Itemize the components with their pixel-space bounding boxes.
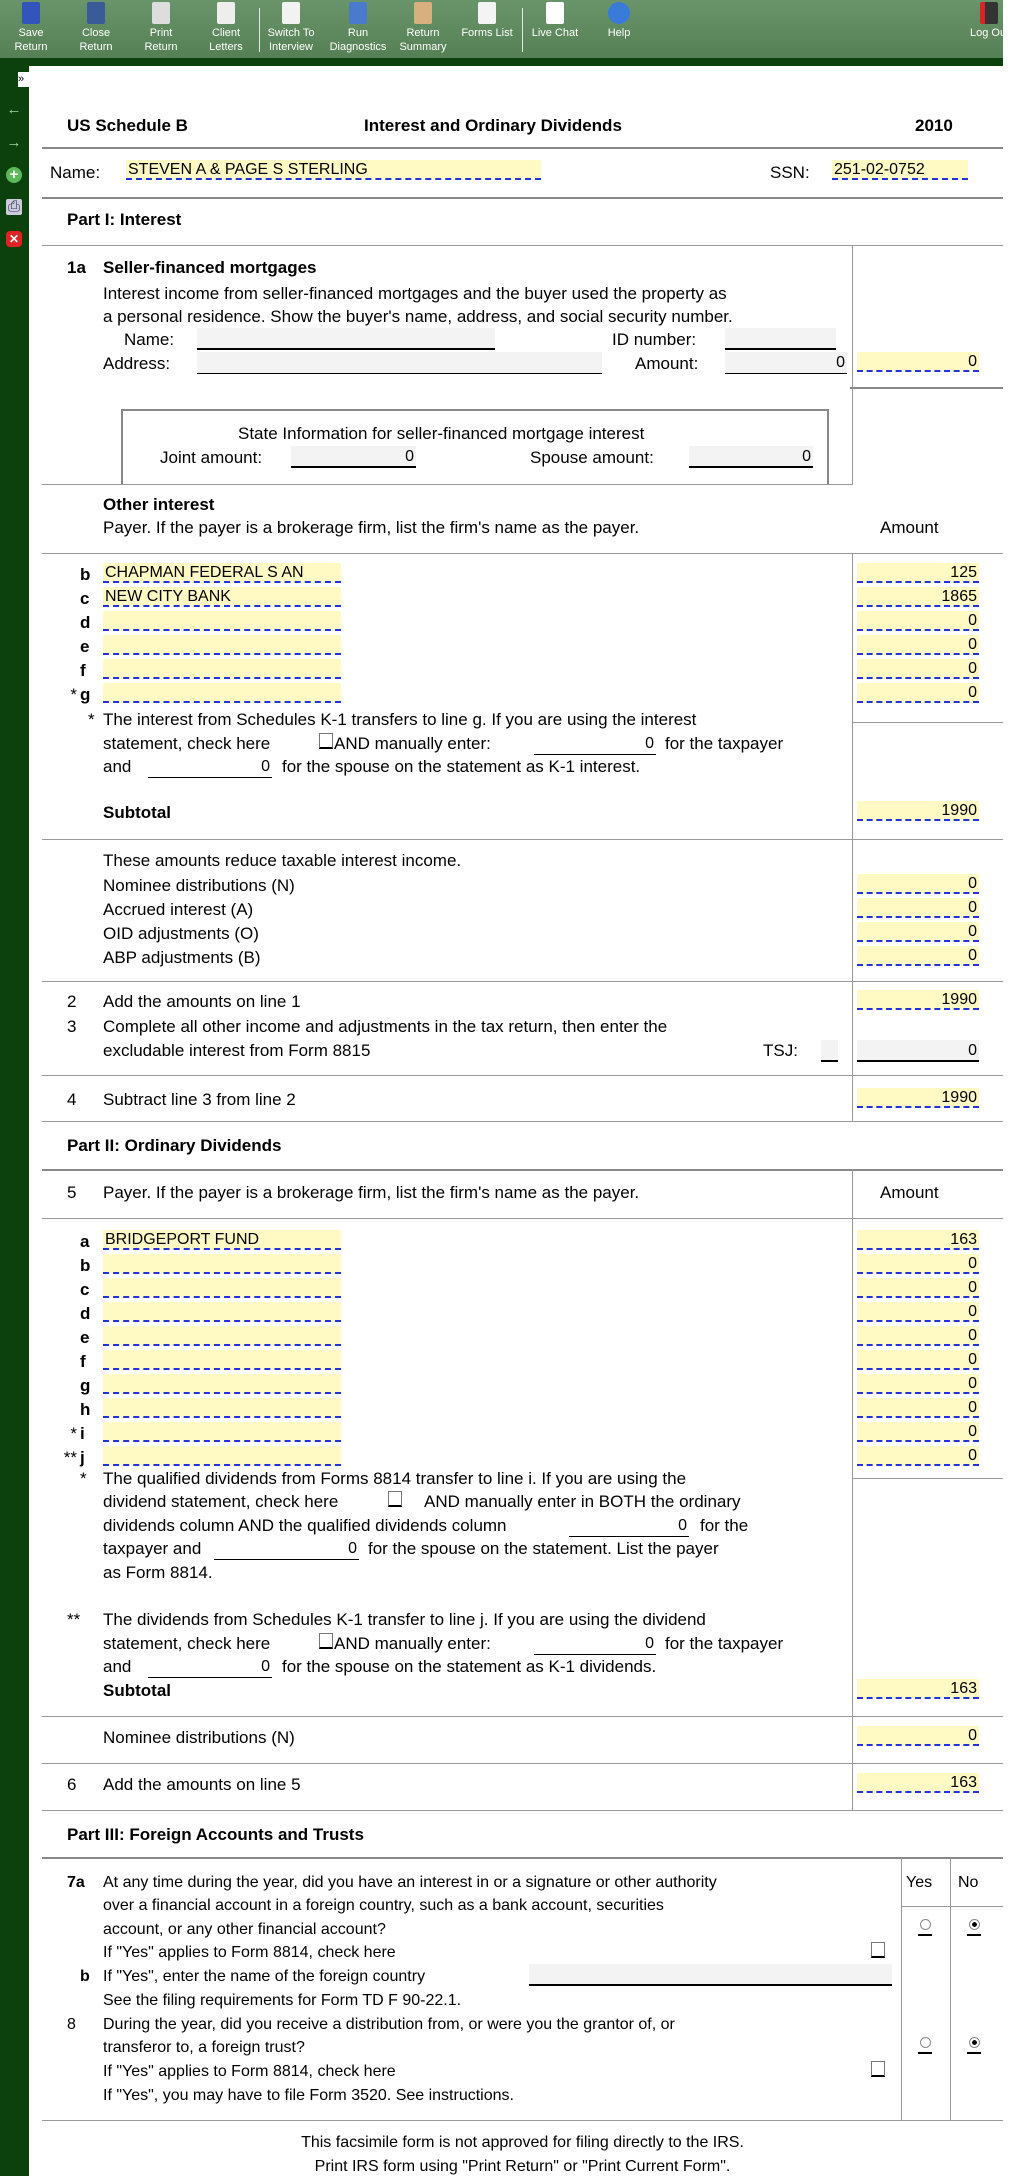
line-text: Complete all other income and adjustments in the tax return, then enter the — [103, 1017, 668, 1036]
divider — [42, 1218, 1003, 1219]
divider — [42, 2120, 1003, 2121]
return-button[interactable] — [391, 2, 455, 54]
toolbar-separator — [259, 8, 260, 52]
expand-panel-button[interactable]: » — [18, 72, 30, 87]
payer-name-field[interactable] — [103, 659, 341, 679]
note-text: for the spouse on the statement. List the payer — [368, 1539, 719, 1558]
add-icon[interactable]: + — [6, 167, 22, 183]
divider — [42, 1810, 1003, 1811]
payer-amount-field[interactable]: 0 — [857, 1446, 979, 1466]
line-4-amount[interactable]: 1990 — [857, 1088, 979, 1108]
question-text: If "Yes" applies to Form 8814, check here — [103, 2063, 396, 2080]
buyer-id-field[interactable] — [725, 328, 836, 350]
divider — [42, 553, 1003, 554]
payer-name-field[interactable] — [103, 1302, 341, 1322]
note-text: The qualified dividends from Forms 8814 transfer to line i. If you are using the — [103, 1469, 687, 1488]
column-divider — [901, 1858, 902, 2120]
section-heading: Seller-financed mortgages — [103, 258, 317, 277]
help-button[interactable] — [587, 2, 651, 40]
left-sidebar — [0, 58, 29, 2176]
line-letter: f — [80, 661, 86, 680]
toolbar-label: Switch To — [267, 27, 315, 39]
taxpayer-name-field[interactable]: STEVEN A & PAGE S STERLING — [126, 160, 541, 180]
payer-name-field[interactable] — [103, 1350, 341, 1370]
amount-column-header: Amount — [880, 518, 939, 537]
column-divider — [950, 1858, 951, 2120]
line-text: Subtract line 3 from line 2 — [103, 1090, 296, 1109]
payer-name-field[interactable] — [103, 1398, 341, 1418]
print-button[interactable] — [129, 2, 193, 54]
line-letter: h — [80, 1400, 91, 1419]
payer-amount-field[interactable]: 0 — [857, 1374, 979, 1394]
line-2-amount[interactable]: 1990 — [857, 990, 979, 1010]
dividend-statement-checkbox[interactable] — [388, 1491, 402, 1507]
toolbar-separator — [522, 8, 523, 52]
line-1a-amount[interactable]: 0 — [857, 352, 979, 372]
delete-icon[interactable]: ✕ — [6, 231, 22, 247]
reduction-amount-field[interactable]: 0 — [857, 898, 979, 918]
k1-dividends-checkbox[interactable] — [319, 1633, 333, 1649]
switch-to-button[interactable] — [259, 2, 323, 54]
note-text: as Form 8814. — [103, 1563, 213, 1582]
arrow-left-icon[interactable]: ← — [6, 101, 22, 118]
line-number: 1a — [67, 258, 86, 277]
run-button[interactable] — [326, 2, 390, 54]
ssn-field[interactable]: 251-02-0752 — [832, 160, 968, 180]
instruction-text: Interest income from seller-financed mortgages and the buyer used the property as — [103, 284, 727, 303]
save-button[interactable] — [0, 2, 63, 54]
divider — [42, 1121, 1003, 1122]
form-subtitle: Interest and Ordinary Dividends — [364, 116, 622, 135]
payer-amount-field[interactable]: 0 — [857, 1326, 979, 1346]
close-return-icon — [87, 2, 105, 24]
payer-amount-field[interactable]: 0 — [857, 635, 979, 655]
divider — [850, 387, 1003, 389]
line-number: 6 — [67, 1775, 77, 1794]
k1-interest-checkbox[interactable] — [319, 733, 333, 749]
part2-title: Part II: Ordinary Dividends — [67, 1136, 282, 1155]
line-letter: g — [80, 1376, 91, 1395]
note-text: The interest from Schedules K-1 transfers to line g. If you are using the interest — [103, 710, 697, 729]
line-number: 4 — [67, 1090, 77, 1109]
k1-dividends-spouse-field[interactable]: 0 — [148, 1656, 272, 1678]
instruction-text: These amounts reduce taxable interest income. — [103, 851, 462, 870]
live-chat-button[interactable] — [523, 2, 587, 40]
line-number: 5 — [67, 1183, 77, 1202]
divider — [42, 1075, 1003, 1076]
7a-form8814-checkbox[interactable] — [871, 1942, 885, 1958]
toolbar-label: Summary — [399, 41, 447, 53]
footer-print-note: Print IRS form using "Print Return" or "Print Current Form". — [314, 2158, 731, 2175]
help-icon — [608, 2, 630, 24]
payer-name-field[interactable] — [103, 1326, 341, 1346]
note-text: for the spouse on the statement as K-1 dividends. — [282, 1657, 657, 1676]
part3-title: Part III: Foreign Accounts and Trusts — [67, 1825, 364, 1844]
toolbar-label: Help — [607, 27, 631, 39]
k1-interest-taxpayer-field[interactable]: 0 — [534, 733, 656, 755]
line-letter: e — [80, 637, 90, 656]
interest-subtotal[interactable]: 1990 — [857, 801, 979, 821]
ssn-label: SSN: — [770, 163, 810, 182]
line-3-amount[interactable]: 0 — [857, 1040, 979, 1062]
question-text: If "Yes" applies to Form 8814, check here — [103, 1944, 396, 1961]
payer-amount-field[interactable]: 0 — [857, 659, 979, 679]
line-letter: a — [80, 1232, 90, 1251]
divider — [42, 197, 1003, 199]
divider — [42, 484, 852, 485]
forms-list-button[interactable] — [455, 2, 519, 40]
line-text: Add the amounts on line 1 — [103, 992, 301, 1011]
reduction-amount-field[interactable]: 0 — [857, 874, 979, 894]
instruction-text: Payer. If the payer is a brokerage firm, list the firm's name as the payer. — [103, 518, 640, 537]
payer-name-field[interactable] — [103, 1446, 341, 1466]
footnote-marker: * — [88, 710, 95, 729]
subtotal-label: Subtotal — [103, 803, 171, 822]
amount-column-header: Amount — [880, 1183, 939, 1202]
payer-name-field[interactable]: NEW CITY BANK — [103, 587, 341, 607]
question-text: At any time during the year, did you have an interest in or a signature or other authority — [103, 1874, 717, 1891]
payer-name-field[interactable] — [103, 1254, 341, 1274]
payer-name-field[interactable] — [103, 611, 341, 631]
column-divider — [852, 245, 853, 485]
line-letter: c — [80, 1280, 90, 1299]
footer-disclaimer: This facsimile form is not approved for filing directly to the IRS. — [301, 2134, 744, 2151]
divider — [42, 839, 1003, 840]
line-letter: e — [80, 1328, 90, 1347]
payer-amount-field[interactable]: 0 — [857, 1422, 979, 1442]
note-text: for the spouse on the statement as K-1 interest. — [282, 757, 641, 776]
divider — [901, 1906, 1003, 1907]
note-text: dividends column AND the qualified dividends column — [103, 1516, 507, 1535]
divider — [852, 722, 1003, 723]
divider — [852, 1478, 1003, 1479]
line-text: excludable interest from Form 8815 — [103, 1041, 371, 1060]
joint-amount-field[interactable]: 0 — [291, 446, 416, 468]
footnote-marker: ** — [63, 1448, 77, 1467]
qualified-dividends-field[interactable]: 0 — [569, 1515, 689, 1537]
reduction-amount-field[interactable]: 0 — [857, 922, 979, 942]
payer-name-field[interactable] — [103, 1374, 341, 1394]
joint-amount-label: Joint amount: — [160, 448, 263, 467]
address-label: Address: — [103, 354, 171, 373]
column-divider — [852, 553, 853, 1121]
subtotal-label: Subtotal — [103, 1681, 171, 1700]
payer-amount-field[interactable]: 0 — [857, 1350, 979, 1370]
tsj-label: TSJ: — [763, 1041, 798, 1060]
toolbar-label: Letters — [209, 41, 243, 53]
note-text: AND manually enter: — [334, 1634, 491, 1653]
question-text: If "Yes", enter the name of the foreign country — [103, 1968, 426, 1985]
id-number-label: ID number: — [612, 330, 697, 349]
tsj-field[interactable] — [821, 1040, 838, 1062]
7a-yes-radio[interactable] — [918, 1918, 932, 1936]
question-text: over a financial account in a foreign country, such as a bank account, securities — [103, 1897, 664, 1914]
footnote-marker: * — [70, 1424, 77, 1443]
line-letter: c — [80, 589, 90, 608]
toolbar-label: Return — [14, 41, 48, 53]
clipboard-icon — [414, 2, 432, 24]
reduction-label: ABP adjustments (B) — [103, 948, 261, 967]
note-text: for the taxpayer — [665, 1634, 784, 1653]
divider — [42, 147, 1003, 149]
toolbar-label: Live Chat — [531, 27, 579, 39]
divider — [42, 1716, 1003, 1717]
payer-amount-field[interactable]: 1865 — [857, 587, 979, 607]
line-number: 7a — [67, 1874, 85, 1891]
note-text: dividend statement, check here — [103, 1492, 339, 1511]
8-no-radio[interactable] — [967, 2036, 981, 2054]
toolbar-label: Print — [149, 27, 173, 39]
tax-year: 2010 — [915, 116, 953, 135]
form8814-taxpayer-field[interactable]: 0 — [214, 1538, 359, 1560]
toolbar-label: Client — [211, 27, 241, 39]
save-icon — [22, 2, 40, 24]
note-text: for the — [700, 1516, 749, 1535]
form-title: US Schedule B — [67, 116, 188, 135]
payer-name-field[interactable] — [103, 1278, 341, 1298]
reduction-label: OID adjustments (O) — [103, 924, 259, 943]
spouse-amount-field[interactable]: 0 — [689, 446, 813, 468]
footnote-marker: ** — [67, 1610, 81, 1629]
line-number: 8 — [67, 2016, 76, 2033]
payer-name-field[interactable] — [103, 635, 341, 655]
k1-dividends-taxpayer-field[interactable]: 0 — [534, 1633, 656, 1655]
payer-name-field[interactable]: BRIDGEPORT FUND — [103, 1230, 341, 1250]
part1-title: Part I: Interest — [67, 210, 182, 229]
toolbar-label: Run — [347, 27, 369, 39]
payer-amount-field[interactable]: 0 — [857, 1278, 979, 1298]
section-heading: Other interest — [103, 495, 215, 514]
line-number: 3 — [67, 1017, 77, 1036]
payer-amount-field[interactable]: 0 — [857, 1254, 979, 1274]
buyer-amount-field[interactable]: 0 — [725, 352, 847, 374]
note-text: and — [103, 757, 132, 776]
8-form8814-checkbox[interactable] — [871, 2061, 885, 2077]
dividend-nominee-amount[interactable]: 0 — [857, 1726, 979, 1746]
footnote-marker: * — [70, 685, 77, 704]
line-letter: g — [80, 685, 91, 704]
payer-amount-field[interactable]: 125 — [857, 563, 979, 583]
question-text: If "Yes", you may have to file Form 3520. See instructions. — [103, 2087, 514, 2104]
divider — [42, 1763, 1003, 1764]
buyer-name-field[interactable] — [197, 328, 495, 350]
divider — [42, 245, 1003, 246]
reduction-label: Nominee distributions (N) — [103, 876, 295, 895]
toolbar-label: Diagnostics — [329, 41, 387, 53]
payer-name-field[interactable] — [103, 1422, 341, 1442]
envelope-icon — [217, 2, 235, 24]
toolbar-label: Forms List — [461, 27, 513, 39]
line-number: 2 — [67, 992, 77, 1011]
note-text: AND manually enter in BOTH the ordinary — [424, 1492, 741, 1511]
toolbar — [0, 0, 1010, 58]
toolbar-label: Close — [81, 27, 111, 39]
amount-label: Amount: — [635, 354, 699, 373]
payer-amount-field[interactable]: 163 — [857, 1230, 979, 1250]
note-text: AND manually enter: — [334, 734, 491, 753]
line-text: Add the amounts on line 5 — [103, 1775, 301, 1794]
client-button[interactable] — [194, 2, 258, 54]
foreign-country-field[interactable] — [529, 1964, 892, 1986]
name-label: Name: — [50, 163, 101, 182]
line-letter: b — [80, 1256, 91, 1275]
toolbar-label: Interview — [268, 41, 314, 53]
arrow-right-icon[interactable]: → — [6, 134, 22, 151]
question-text: account, or any other financial account? — [103, 1921, 386, 1938]
nominee-label: Nominee distributions (N) — [103, 1728, 295, 1747]
question-text: transferor to, a foreign trust? — [103, 2039, 305, 2056]
8-yes-radio[interactable] — [918, 2036, 932, 2054]
question-text: During the year, did you receive a distribution from, or were you the grantor of, or — [103, 2016, 675, 2033]
no-column-header: No — [958, 1874, 979, 1891]
chat-icon — [546, 2, 564, 24]
note-text: taxpayer and — [103, 1539, 202, 1558]
yes-column-header: Yes — [906, 1874, 933, 1891]
divider — [42, 981, 1003, 982]
printer-icon[interactable]: ⎙ — [7, 198, 20, 215]
line-letter: d — [80, 613, 91, 632]
line-letter: f — [80, 1352, 86, 1371]
document-list-icon — [478, 2, 496, 24]
line-text: Payer. If the payer is a brokerage firm, list the firm's name as the payer. — [103, 1183, 640, 1202]
divider — [42, 1857, 1003, 1859]
toolbar-label: Save — [18, 27, 44, 39]
note-text: statement, check here — [103, 1634, 271, 1653]
note-text: statement, check here — [103, 734, 271, 753]
interview-icon — [282, 2, 300, 24]
toolbar-border — [0, 58, 1003, 66]
divider — [42, 1169, 1003, 1171]
dividends-subtotal[interactable]: 163 — [857, 1679, 979, 1699]
toolbar-label: Return — [79, 41, 113, 53]
payer-amount-field[interactable]: 0 — [857, 683, 979, 703]
toolbar-label: Return — [144, 41, 178, 53]
note-text: for the taxpayer — [665, 734, 784, 753]
line-letter: d — [80, 1304, 91, 1323]
payer-amount-field[interactable]: 0 — [857, 1302, 979, 1322]
spouse-amount-label: Spouse amount: — [530, 448, 654, 467]
buyer-name-label: Name: — [124, 330, 175, 349]
reduction-amount-field[interactable]: 0 — [857, 946, 979, 966]
close-button[interactable] — [64, 2, 128, 54]
state-info-title: State Information for seller-financed mortgage interest — [238, 424, 645, 443]
line-letter: i — [80, 1424, 85, 1443]
line-letter: b — [80, 565, 91, 584]
question-text: See the filing requirements for Form TD F 90-22.1. — [103, 1992, 462, 2009]
payer-amount-field[interactable]: 0 — [857, 611, 979, 631]
7a-no-radio[interactable] — [967, 1918, 981, 1936]
line-6-amount[interactable]: 163 — [857, 1773, 979, 1793]
column-divider — [852, 1169, 853, 1810]
payer-name-field[interactable]: CHAPMAN FEDERAL S AN — [103, 563, 341, 583]
buyer-address-field[interactable] — [197, 352, 602, 374]
note-text: and — [103, 1657, 132, 1676]
toolbar-label: Return — [406, 27, 440, 39]
payer-name-field[interactable] — [103, 683, 341, 703]
instruction-text: a personal residence. Show the buyer's name, address, and social security number. — [103, 307, 733, 326]
payer-amount-field[interactable]: 0 — [857, 1398, 979, 1418]
line-letter: j — [80, 1448, 85, 1467]
k1-interest-spouse-field[interactable]: 0 — [148, 756, 272, 778]
reduction-label: Accrued interest (A) — [103, 900, 254, 919]
line-number: b — [80, 1968, 90, 1985]
note-text: The dividends from Schedules K-1 transfer to line j. If you are using the dividend — [103, 1610, 706, 1629]
logout-button[interactable]: Log Out — [960, 2, 1020, 40]
printer-icon — [152, 2, 170, 24]
logout-icon — [980, 2, 998, 24]
footnote-marker: * — [80, 1469, 87, 1488]
diagnostics-icon — [349, 2, 367, 24]
